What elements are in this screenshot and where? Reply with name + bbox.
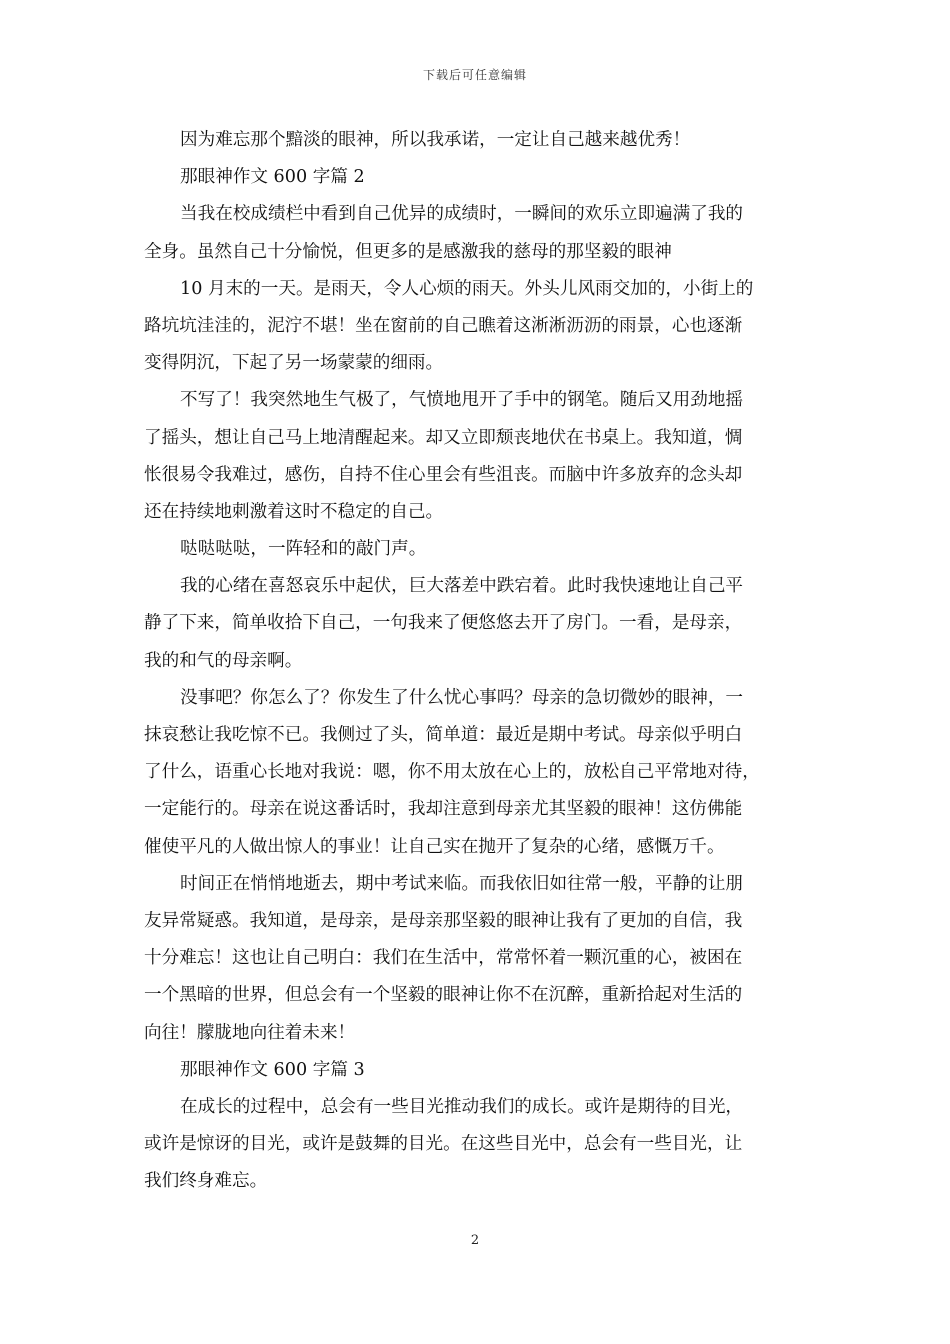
paragraph-line: 向往！朦胧地向往着未来！ xyxy=(144,1022,356,1043)
paragraph-line: 友异常疑惑。我知道，是母亲，是母亲那坚毅的眼神让我有了更加的自信，我 xyxy=(144,910,743,931)
paragraph-line: 我的心绪在喜怒哀乐中起伏，巨大落差中跌宕着。此时我快速地让自己平 xyxy=(180,576,744,597)
paragraph-line: 我的和气的母亲啊。 xyxy=(144,650,303,671)
paragraph-line: 催使平凡的人做出惊人的事业！让自己实在抛开了复杂的心绪，感慨万千。 xyxy=(144,836,725,857)
paragraph-line: 因为难忘那个黯淡的眼神，所以我承诺，一定让自己越来越优秀！ xyxy=(180,130,691,150)
paragraph-line: 怅很易令我难过，感伤，自持不住心里会有些沮丧。而脑中许多放弃的念头却 xyxy=(144,464,743,485)
paragraph-line: 变得阴沉，下起了另一场蒙蒙的细雨。 xyxy=(144,353,444,374)
paragraph-line: 路坑坑洼洼的，泥泞不堪！坐在窗前的自己瞧着这淅淅沥沥的雨景，心也逐渐 xyxy=(144,315,743,336)
paragraph-line: 哒哒哒哒，一阵轻和的敲门声。 xyxy=(180,539,427,560)
paragraph-line: 全身。虽然自己十分愉悦，但更多的是感激我的慈母的那坚毅的眼神 xyxy=(144,241,672,262)
paragraph-line: 抹哀愁让我吃惊不已。我侧过了头，简单道：最近是期中考试。母亲似乎明白 xyxy=(144,725,743,745)
section-heading: 那眼神作文 600 字篇 2 xyxy=(180,167,365,188)
paragraph-line: 了什么，语重心长地对我说：嗯，你不用太放在心上的，放松自己平常地对待， xyxy=(144,762,760,783)
paragraph-line: 10 月末的一天。是雨天，令人心烦的雨天。外头儿风雨交加的，小街上的 xyxy=(180,278,754,299)
paragraph-line: 当我在校成绩栏中看到自己优异的成绩时，一瞬间的欢乐立即遍满了我的 xyxy=(180,204,744,225)
document-body xyxy=(144,122,808,1200)
paragraph-line: 了摇头，想让自己马上地清醒起来。却又立即颓丧地伏在书桌上。我知道，惆 xyxy=(144,427,743,448)
page-header: 下载后可任意编辑 xyxy=(422,68,527,82)
paragraph-line: 还在持续地刺激着这时不稳定的自己。 xyxy=(144,501,444,522)
paragraph-line: 在成长的过程中，总会有一些目光推动我们的成长。或许是期待的目光， xyxy=(180,1096,744,1117)
paragraph-line: 我们终身难忘。 xyxy=(144,1171,268,1192)
paragraph-line: 一个黑暗的世界，但总会有一个坚毅的眼神让你不在沉醉，重新拾起对生活的 xyxy=(144,985,743,1006)
paragraph-line: 或许是惊讶的目光，或许是鼓舞的目光。在这些目光中，总会有一些目光，让 xyxy=(144,1134,743,1155)
page-number: 2 xyxy=(470,1233,480,1248)
section-heading: 那眼神作文 600 字篇 3 xyxy=(180,1059,365,1080)
paragraph-line: 一定能行的。母亲在说这番话时，我却注意到母亲尤其坚毅的眼神！这仿佛能 xyxy=(144,799,743,820)
paragraph-line: 时间正在悄悄地逝去，期中考试来临。而我依旧如往常一般，平静的让朋 xyxy=(180,873,744,894)
paragraph-line: 没事吧？你怎么了？你发生了什么忧心事吗？母亲的急切微妙的眼神，一 xyxy=(180,687,744,708)
paragraph-line: 十分难忘！这也让自己明白：我们在生活中，常常怀着一颗沉重的心，被困在 xyxy=(144,948,743,969)
paragraph-line: 不写了！我突然地生气极了，气愤地甩开了手中的钢笔。随后又用劲地摇 xyxy=(180,390,744,411)
paragraph-line: 静了下来，简单收拾下自己，一句我来了便悠悠去开了房门。一看，是母亲， xyxy=(144,613,743,634)
